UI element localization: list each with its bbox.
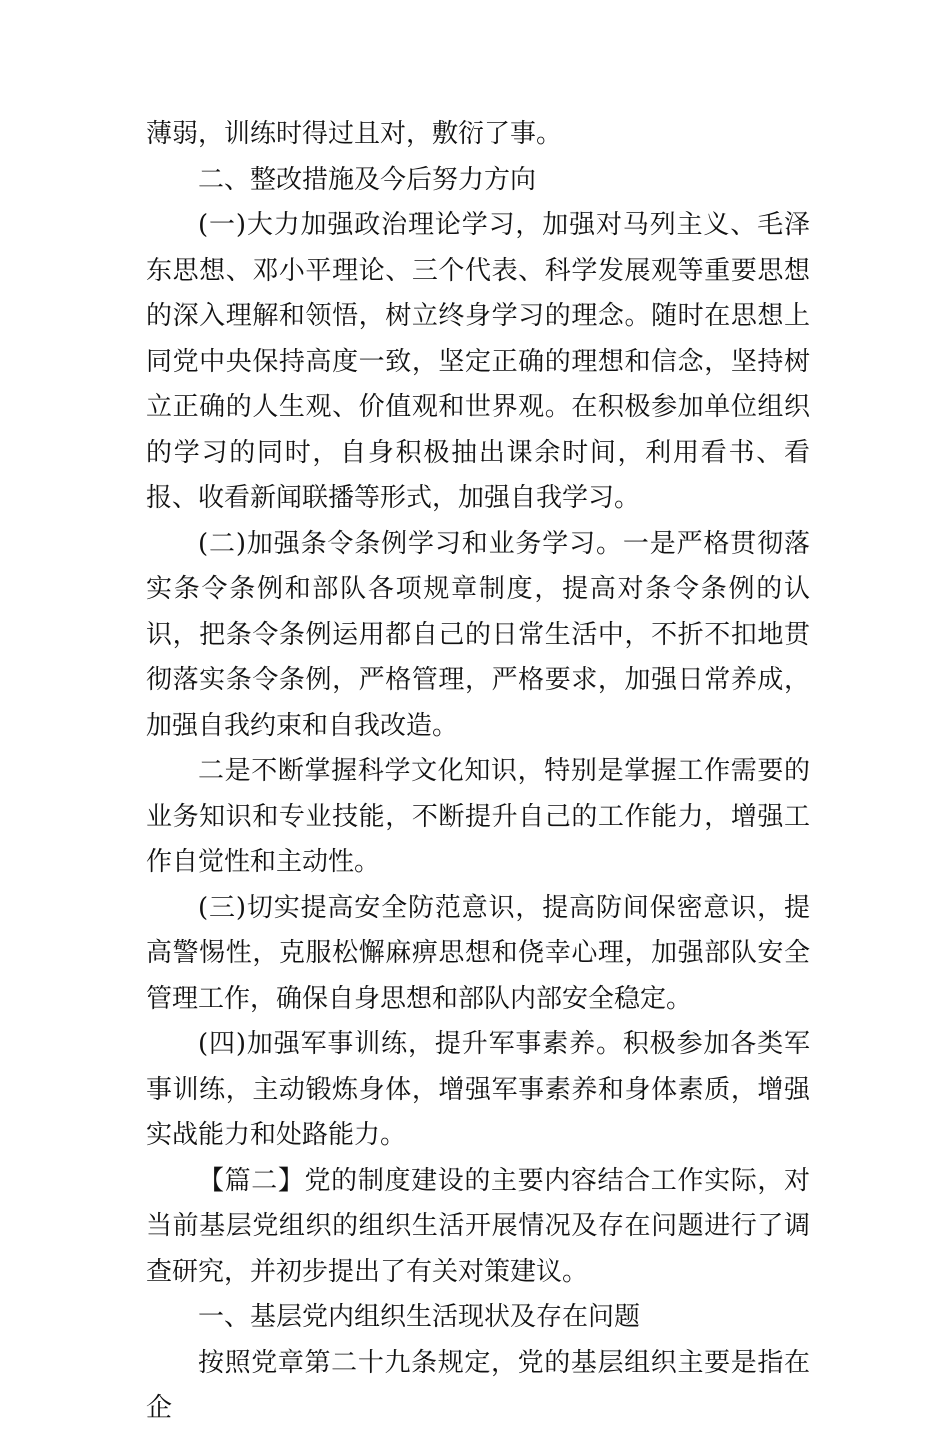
paragraph-part-two-intro: 【篇二】党的制度建设的主要内容结合工作实际，对当前基层党组织的组织生活开展情况及存在问题进行了调查研究，并初步提出了有关对策建议。	[146, 1165, 810, 1287]
paragraph-military-training: (四)加强军事训练，提升军事素养。积极参加各类军事训练，主动锻炼身体，增强军事素养和身体素质，增强实战能力和处路能力。	[146, 1029, 810, 1150]
paragraph-regulations-study: (二)加强条令条例学习和业务学习。一是严格贯彻落实条令条例和部队各项规章制度，提高对条令条例的认识，把条令条例运用都自己的日常生活中，不折不扣地贯彻落实条令条例，严格管理，严格要求，加强日常养成，加强自我约束和自我改造。	[146, 528, 810, 741]
paragraph-continuation: 薄弱，训练时得过且对，敷衍了事。	[146, 119, 563, 149]
paragraph-party-constitution: 按照党章第二十九条规定，党的基层组织主要是指在企	[146, 1347, 810, 1423]
document-body	[146, 112, 810, 1432]
paragraph-knowledge-skills: 二是不断掌握科学文化知识，特别是掌握工作需要的业务知识和专业技能，不断提升自己的工作能力，增强工作自觉性和主动性。	[146, 756, 810, 877]
paragraph-political-study: (一)大力加强政治理论学习，加强对马列主义、毛泽东思想、邓小平理论、三个代表、科学发展观等重要思想的深入理解和领悟，树立终身学习的理念。随时在思想上同党中央保持高度一致，坚定正确的理想和信念，坚持树立正确的人生观、价值观和世界观。在积极参加单位组织的学习的同时，自身积极抽出课余时间，利用看书、看报、收看新闻联播等形式，加强自我学习。	[146, 210, 810, 513]
paragraph-security-awareness: (三)切实提高安全防范意识，提高防间保密意识，提高警惕性，克服松懈麻痹思想和侥幸心理，加强部队安全管理工作，确保自身思想和部队内部安全稳定。	[146, 892, 810, 1014]
section-heading-rectification: 二、整改措施及今后努力方向	[198, 164, 537, 195]
section-heading-current-status: 一、基层党内组织生活现状及存在问题	[198, 1302, 641, 1332]
